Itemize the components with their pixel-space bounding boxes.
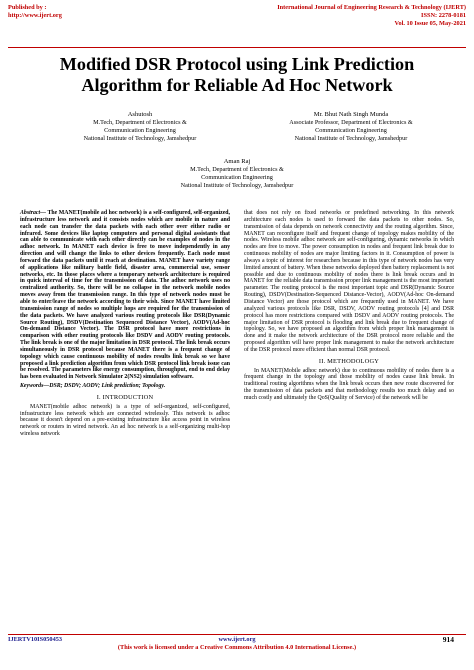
author-affiliation: National Institute of Technology, Jamshedpur	[180, 182, 294, 189]
author-affiliation: National Institute of Technology, Jamshedpur	[83, 135, 197, 142]
author-affiliation: Communication Engineering	[104, 127, 176, 134]
author-affiliation: National Institute of Technology, Jamshedpur	[294, 135, 408, 142]
author-affiliation: Communication Engineering	[315, 127, 387, 134]
author-affiliation: Associate Professor, Department of Electronics &	[289, 119, 413, 126]
introduction-paragraph: MANET(mobile adhoc network) is a type of self-organized, self-configured, infrastructure less network which are connected wirelessly. This network is adhoc because it doesn't depend on a pre-existing infrastructure like access point in wireless network or routers in wired network. An ad hoc network is a self-organizing multi-hop wireless network	[20, 403, 230, 438]
title-line-1: Modified DSR Protocol using Link Prediction	[59, 54, 415, 74]
right-column	[244, 210, 454, 402]
footer-url[interactable]: www.ijert.org	[218, 636, 256, 643]
license-note[interactable]: (This work is licensed under a Creative Commons Attribution 4.0 International License.)	[117, 644, 357, 651]
journal-url[interactable]: http://www.ijert.org	[8, 12, 62, 19]
page-number: 914	[442, 635, 454, 644]
section-heading-methodology: II. METHODOLOGY	[318, 357, 380, 365]
title-line-2: Algorithm for Reliable Ad Hoc Network	[81, 75, 393, 95]
keywords: Keywords—DSR; DSDV; AODV; Link prediction; Topology.	[20, 383, 166, 390]
abstract	[20, 210, 230, 381]
footer-divider	[8, 634, 466, 635]
section-heading-introduction: I. INTRODUCTION	[96, 393, 154, 401]
paper-title	[0, 54, 474, 96]
introduction-continued: that does not rely on fixed networks or predefined networking. In this network architecture each nodes is used to forward the data packets to other nodes. So, transmission of data depends on network connectivity and the routing algorithm. Since, MANET can reconfigure itself and frequent change of topology makes mobility of the nodes. Wireless mobile adhoc network are self-configuring, dynamic networks in which nodes are free to move. The power consumption in nodes and frequent link break due to continuous mobility of nodes are major limiting factors in it. Consumption of power is always a topic of interest for researchers because in this type of network nodes has very limited amount of battery. When these networks deployed then battery replacement is not possible and due to continuous mobility of nodes there is link break occurs and in MANET for the reliable data transmission proper link management is the most important parameter. The routing protocol is the most important topic and DSR(Dynamic Source Routing), DSDV(Destination-Sequenced Distance-Vector), AODV(Ad-hoc On-demand Distance Vector) are those protocol which are frequently used in MANET. We have analyzed various protocols like DSR, DSDV, AODV routing protocols [4] and DSR protocol has more restrictions compared with DSDV and AODV routing protocols. The major limitation of DSR protocol is flooding and link break due to frequent change of topology. So, we have proposed an algorithm from which proper link management is done and it make the network architecture of the DSR protocol more reliable and the proposed algorithm will have proper link management to make the network architecture of the DSR protocol more efficient than normal DSR protocol.	[244, 210, 454, 353]
methodology-paragraph: In MANET(Mobile adhoc network) due to continuous mobility of nodes there is a frequent change in the topology and those mobility of nodes cause link break. In traditional routing algorithms when the link break occurs then new route discovered for the transmission of data packets and that methodology results too much delay and so much costly and ultimately the QoS(Quality of Service) of the network will be	[244, 367, 454, 401]
author-affiliation: M.Tech, Department of Electronics &	[93, 119, 187, 126]
journal-header-left	[8, 4, 62, 20]
author-block-1	[50, 111, 230, 143]
author-block-2	[258, 111, 444, 143]
paper-id: IJERTV10IS050453	[8, 636, 63, 643]
left-column	[20, 210, 230, 438]
author-block-3	[137, 158, 337, 190]
abstract-label: Abstract—	[20, 210, 46, 216]
author-affiliation: Communication Engineering	[201, 174, 273, 181]
header-divider	[8, 47, 466, 48]
author-name: Mr. Bhut Nath Singh Munda	[313, 111, 389, 118]
journal-header-right	[277, 4, 466, 28]
footer-center	[0, 636, 474, 652]
abstract-text: The MANET(mobile ad hoc network) is a self-configured, self-organized, infrastructure less network and it consists nodes which are mobile in nature and each node can transfer the data packets with each other over either radio or infrared. Some devices like laptop computers and personal digital assistants that can able to communicate with each other directly can be examples of nodes in the adhoc network. In MANET each device is free to move independently in any direction and will change the links to other devices frequently. Each node must forward the data packets until it reach at destination. MANET have variety range of applications like military battle field, disaster area, commercial use, sensor networks, etc. In those places where a temporary network architecture is required in quick interval of time for the transmission of data. The adhoc network uses no centralized authority. So, there will be no collapse in the network mobile nodes moves away from the transmission range. In this type of network nodes must be able to enter/leave the network according to their wish. Since MANET have limited transmission range of nodes so multiple hops are required for the transmission of the data packets. We have analyzed various routing protocols like DSR(Dynamic Source Routing), DSDV(Destination Sequenced Distance Vector), AODV(Ad-hoc On-demand Distance Vector). The DSR protocol have more restrictions in comparison with other routing protocols like DSDV and AODV routing protocols. The link break is one of the major limitation in DSR protocol. The link break occurs simultaneously in DSR protocol because MANET there is a frequent change of topology which cause continuous mobility of nodes results link break so we have proposed a link prediction algorithm from which DSR protocol link break issue can be resolved. The parameters like energy consumption, throughput, end to end delay has been evaluated in Network Simulator 2(NS2) simulation software.	[20, 210, 230, 381]
issn: ISSN: 2278-0181	[421, 12, 466, 19]
author-name: Aman Raj	[223, 158, 251, 165]
publisher-label: Published by :	[8, 4, 47, 11]
journal-name: International Journal of Engineering Research & Technology (IJERT)	[277, 4, 466, 11]
volume-issue: Vol. 10 Issue 05, May-2021	[394, 20, 466, 27]
author-name: Ashutosh	[127, 111, 153, 118]
author-affiliation: M.Tech, Department of Electronics &	[190, 166, 284, 173]
